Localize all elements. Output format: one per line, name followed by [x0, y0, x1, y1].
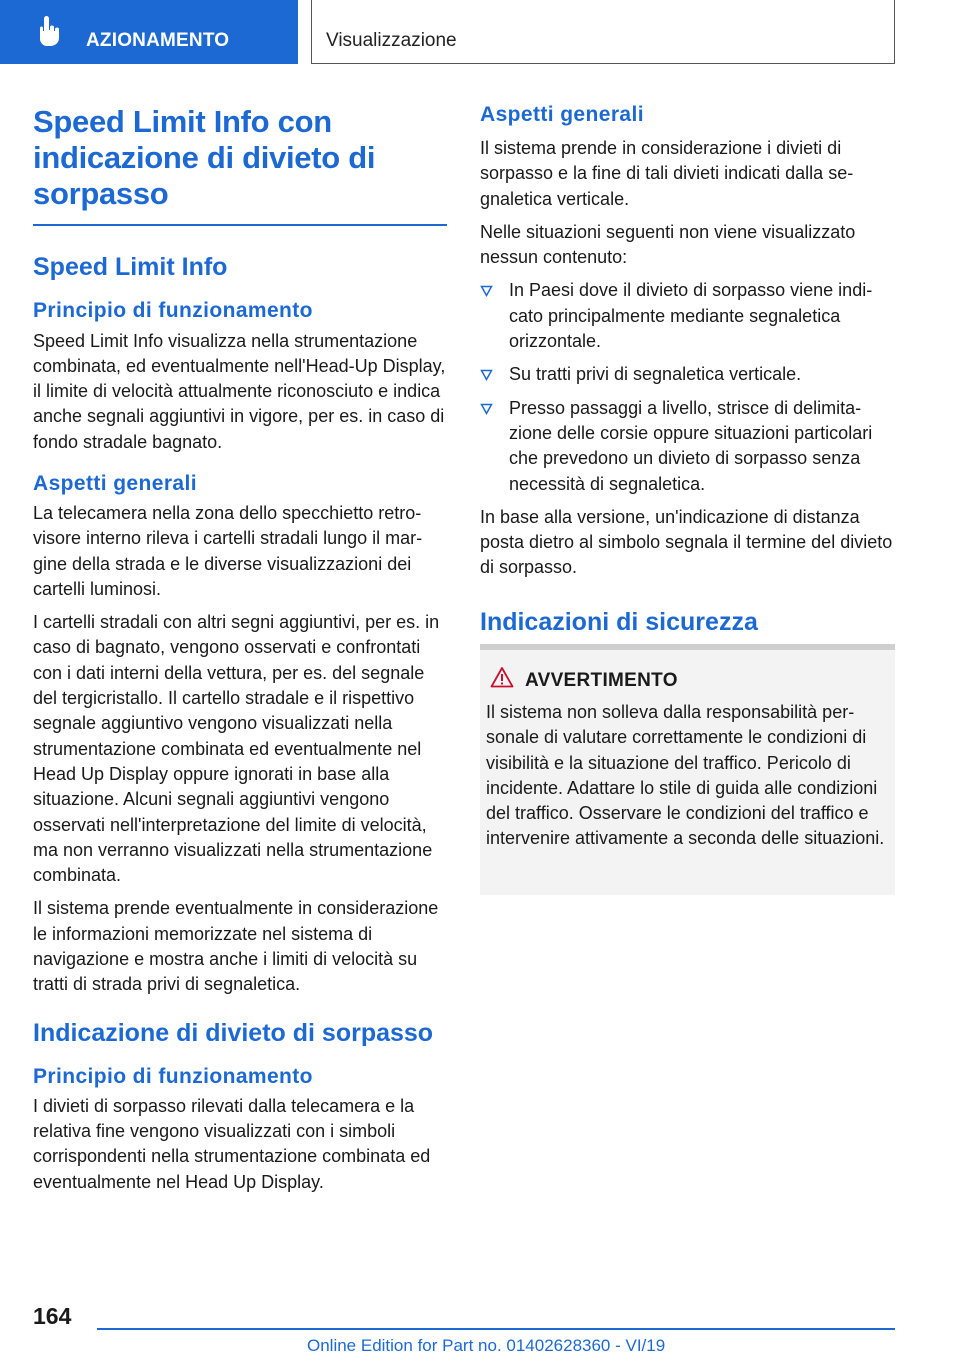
chapter-header: [311, 0, 895, 64]
triangle-bullet-icon: [480, 369, 493, 381]
triangle-bullet-icon: [480, 285, 493, 297]
warning-title: AVVERTIMENTO: [525, 670, 678, 691]
chapter-label: Visualizzazione: [326, 30, 457, 51]
heading-principio-1: Principio di funzionamento: [33, 298, 313, 322]
list-item-text: Presso passaggi a livello, strisce di delimitazione delle corsie oppure situazioni particolari che prevedono un divieto di sorpasso senza necessità di segnaletica.: [509, 397, 873, 494]
page-number: 164: [33, 1303, 72, 1329]
right-column: [480, 102, 895, 637]
heading-speed-limit-info: Speed Limit Info: [33, 252, 228, 281]
paragraph-principio-2: I divieti di sorpasso rilevati dalla telecamera e la relativa fine vengono visualizzati con i simboli corrispondenti nella strumentazione combinata ed eventualmente nel Head Up Display.: [33, 1095, 431, 1192]
triangle-bullet-icon: [480, 403, 493, 415]
footer-divider: [97, 1328, 895, 1330]
page-title: Speed Limit Info con indicazione di divieto di sorpasso: [33, 104, 376, 211]
hand-pointer-icon: [34, 14, 64, 48]
heading-principio-2: Principio di funzionamento: [33, 1064, 313, 1088]
list-item-text: In Paesi dove il divieto di sorpasso viene indicato principalmente mediante segnaletica orizzontale.: [509, 280, 873, 352]
list-item-text: Su tratti privi di segnaletica verticale.: [509, 364, 802, 385]
warning-triangle-icon: [490, 666, 514, 688]
paragraph-aspetti-1a: La telecamera nella zona dello specchietto retrovisore interno rileva i cartelli stradali lungo il margine della strada e le diverse visualizzazioni dei cartelli luminosi.: [33, 502, 423, 599]
section-label: AZIONAMENTO: [86, 30, 230, 51]
list-item: [480, 278, 895, 354]
left-column: [33, 104, 447, 1195]
list-item: [480, 362, 895, 387]
warning-box: [480, 650, 895, 895]
paragraph-aspetti-2a: Il sistema prende in considerazione i divieti di sorpasso e la fine di tali divieti indicati dalla segnaletica verticale.: [480, 138, 854, 209]
warning-text: Il sistema non solleva dalla responsabilità personale di valutare correttamente le condizioni di visibilità e la situazione del traffico. Pericolo di incidente. Adattare lo stile di guida alle condizioni del traffico. Osservare le condizioni del traffico e intervenire attivamente a seconda delle situazioni.: [486, 702, 885, 849]
paragraph-aspetti-1c: Il sistema prende eventualmente in considerazione le informazioni memorizzate nel sistema di navigazione e mostra anche i limiti di velocità su tratti di strada privi di segnaletica.: [33, 898, 439, 995]
paragraph-principio-1: Speed Limit Info visualizza nella strumentazione combinata, ed eventualmente nell'Head-Up Display, il limite di velocità attualmente riconosciuto e indica anche segnali aggiuntivi in vigore, per es. in caso di fondo stradale bagnato.: [33, 330, 446, 452]
list-item: [480, 396, 895, 497]
heading-aspetti-1: Aspetti generali: [33, 471, 197, 495]
footer-edition: Online Edition for Part no. 01402628360 - VI/19: [307, 1336, 666, 1355]
bullet-list: [480, 278, 895, 496]
heading-aspetti-2: Aspetti generali: [480, 103, 644, 126]
paragraph-aspetti-2b: Nelle situazioni seguenti non viene visualizzato nessun contenuto:: [480, 221, 856, 268]
heading-sicurezza: Indicazioni di sicurezza: [480, 607, 758, 636]
paragraph-aspetti-2c: In base alla versione, un'indicazione di distanza posta dietro al simbolo segnala il termine del divieto di sorpasso.: [480, 506, 893, 578]
section-tab: [0, 0, 298, 64]
heading-divieto-sorpasso: Indicazione di divieto di sorpasso: [33, 1018, 434, 1047]
paragraph-aspetti-1b: I cartelli stradali con altri segni aggiuntivi, per es. in caso di bagnato, vengono osservati e confrontati con i dati interni della vettura, per es. del segnale del tergicristallo. Il cartello stradale e il rispettivo segnale aggiuntivo vengono visualizzati nella strumentazione combinata ed eventualmente nel Head Up Display oppure ignorati in base alla situazione. Alcuni segnali aggiuntivi vengono osservati nell'interpretazione del limite di velocità, ma non verranno visualizzati nella strumentazione combinata.: [33, 612, 440, 886]
